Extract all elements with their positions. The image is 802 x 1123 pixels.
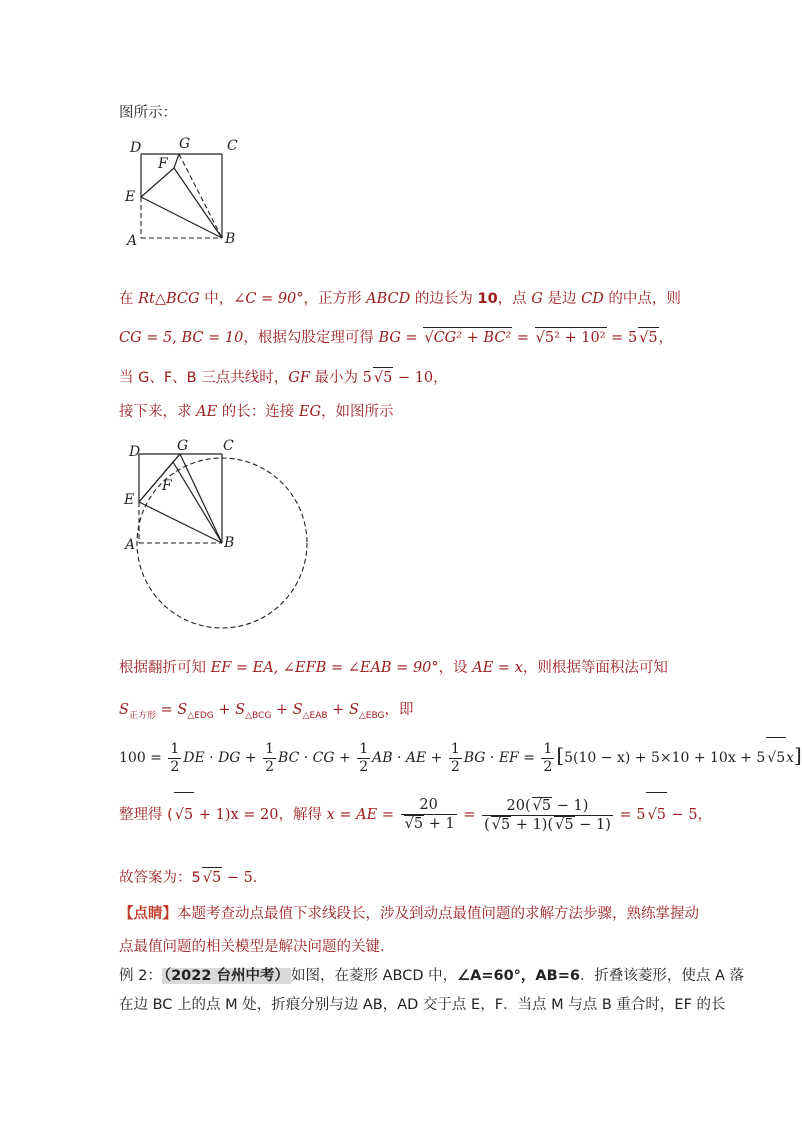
fig2-label-a: A <box>125 537 136 553</box>
para-5: 根据翻折可知 EF = EA, ∠EFB = ∠EAB = 90°，设 AE = x，则根据等面积法可知 <box>119 660 668 676</box>
para-9: 故答案为：5 √5 − 5． <box>119 867 267 888</box>
fig1-seg-ef <box>141 168 174 197</box>
para-2: CG = 5, BC = 10，根据勾股定理可得 BG = √CG² + BC² = √5² + 10² = 5 √5， <box>119 327 673 348</box>
para-10: 【点睛】本题考查动点最值下求线段长，涉及到动点最值问题的求解方法步骤，熟练掌握动 <box>119 906 699 922</box>
fig1-label-a: A <box>127 233 138 249</box>
fig2-label-f: F <box>162 478 172 494</box>
fig1-seg-fb <box>174 168 222 238</box>
fig2-label-d: D <box>129 444 141 460</box>
fig1-seg-eb <box>141 197 222 238</box>
para-12: 例 2： （2022 台州中考） 如图，在菱形 ABCD 中，∠A=60°，AB=6．折叠该菱形，使点 A 落 <box>119 968 745 984</box>
para-1: 在 Rt△BCG 中，∠C = 90°，正方形 ABCD 的边长为 10，点 G 是边 CD 的中点，则 <box>119 291 681 307</box>
fig2-label-e: E <box>124 492 135 508</box>
para-13: 在边 BC 上的点 M 处，折痕分别与边 AB，AD 交于点 E，F．当点 M 与点 B 重合时，EF 的长 <box>119 997 726 1013</box>
fig2-seg-gb <box>180 454 222 543</box>
para-7: 100 = $\frac{1}{2}$ DE · DG + $\frac{1}{2}$ BC · CG + $\frac{1}{2}$ AB · AE + $\frac{1}{2}$ BG · EF = $\frac{1}{2}$ [5(10 − x) + 5×10 + 10x + 5 √5x] <box>119 735 802 778</box>
fig1-label-c: C <box>227 138 238 154</box>
fig2-label-b: B <box>224 535 235 551</box>
fig1-seg-fg <box>174 154 179 168</box>
fig1-label-f: F <box>158 156 168 172</box>
para-3: 当 G、F、B 三点共线时，GF 最小为 5 √5 − 10， <box>119 367 448 388</box>
para-6: $S_{正方形} = S_{\triangle EDG} + S_{\triangle BCG} + S_{\triangle EAB} + S_{\triangle EBG}$，即 <box>119 702 414 721</box>
fig2-label-c: C <box>223 438 234 454</box>
fig2-seg-fg <box>173 454 180 462</box>
fig1-label-b: B <box>225 231 236 247</box>
fig1-label-d: D <box>130 140 142 156</box>
fig1-dash-gb <box>179 154 222 238</box>
figure-1 <box>119 133 249 253</box>
intro-text: 图所示： <box>119 105 177 121</box>
figure-2 <box>119 430 309 610</box>
para-11: 点最值问题的相关模型是解决问题的关键． <box>119 939 395 955</box>
para-4: 接下来，求 AE 的长：连接 EG，如图所示 <box>119 404 394 420</box>
fig1-label-e: E <box>125 189 136 205</box>
para-8: 整理得 ( √5 + 1)x = 20，解得 x = AE = $\frac{20}{√5 + 1}$ = $\frac{20( √5 - 1)}{( √5 + 1)( √5 - 1)}$ = 5 √5 − 5， <box>119 792 712 837</box>
fig1-label-g: G <box>179 136 191 152</box>
fig2-label-g: G <box>177 438 189 454</box>
